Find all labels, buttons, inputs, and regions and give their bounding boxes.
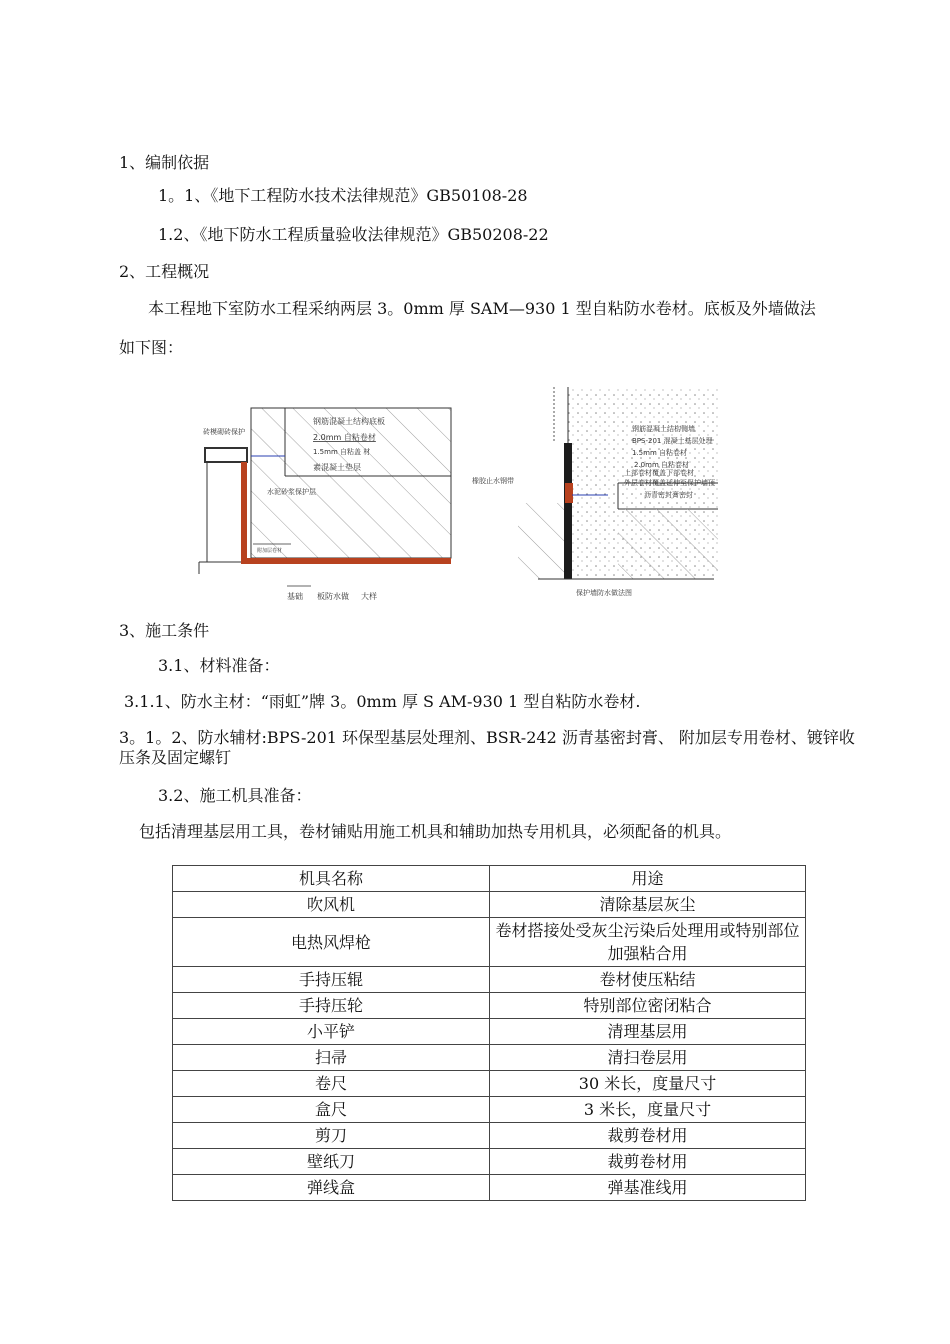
- label-protection-wall: 保护墙防水做法图: [576, 589, 632, 597]
- overview-paragraph-line2: 如下图：: [119, 338, 184, 357]
- label-waterstop: 橡胶止水钢带: [472, 477, 514, 485]
- tool-name: 剪刀: [173, 1123, 490, 1149]
- tool-usage: 弹基准线用: [490, 1175, 806, 1201]
- table-row: [173, 1045, 806, 1071]
- heading-conditions: 3、施工条件: [119, 621, 210, 640]
- label-concrete-bed: 素混凝土垫层: [313, 463, 361, 472]
- label-mortar-layer: 水泥砂浆保护层: [267, 488, 316, 496]
- label-base-treatment: BPS-201 混凝土基层处理: [632, 437, 713, 445]
- auxiliary-material: 3。1。2、防水辅材:BPS-201 环保型基层处理剂、BSR-242 沥青基密封膏、 附加层专用卷材、镀锌收压条及固定螺钉: [119, 728, 855, 767]
- label-detail: 大样: [361, 592, 377, 601]
- label-slab-waterproof: 板防水做: [317, 592, 349, 601]
- label-sealant: 沥青密封膏密封: [644, 491, 693, 499]
- table-row: [173, 1175, 806, 1201]
- table-row: [173, 967, 806, 993]
- main-material: 3.1.1、防水主材：“雨虹”牌 3。0mm 厚 S AM-930 1 型自粘防水卷材.: [124, 692, 641, 711]
- tool-usage: 3 米长，度量尺寸: [490, 1097, 806, 1123]
- table-row: [173, 1097, 806, 1123]
- label-outer-layer: 外层卷材覆盖延伸至保护墙顶: [624, 479, 715, 487]
- basis-item-2: 1.2、《地下防水工程质量验收法律规范》GB50208-22: [158, 225, 549, 244]
- tool-usage: 卷材搭接处受灰尘污染后处理用或特别部位加强粘合用: [490, 918, 806, 967]
- heading-overview: 2、工程概况: [119, 262, 210, 281]
- wall-membrane: [564, 443, 572, 579]
- tool-name: 小平铲: [173, 1019, 490, 1045]
- table-row: [173, 1149, 806, 1175]
- label-membrane-2mm: 2.0mm 自粘卷材: [313, 433, 376, 442]
- table-row: [173, 1071, 806, 1097]
- heading-basis: 1、编制依据: [119, 153, 210, 172]
- tool-name: 卷尺: [173, 1071, 490, 1097]
- header-usage: 用途: [490, 866, 806, 892]
- materials-heading: 3.1、材料准备：: [158, 656, 280, 675]
- label-foundation: 基础: [287, 592, 303, 601]
- tool-name: 电热风焊枪: [173, 918, 490, 967]
- tool-name: 壁纸刀: [173, 1149, 490, 1175]
- overview-paragraph-line1: 本工程地下室防水工程采纳两层 3。0mm 厚 SAM—930 1 型自粘防水卷材。底板及外墙做法: [148, 299, 816, 318]
- label-additional-layer: 附加层卷材: [257, 548, 283, 554]
- tools-table: [172, 865, 806, 1201]
- tool-name: 手持压轮: [173, 993, 490, 1019]
- side-wall-detail-figure: [468, 383, 728, 603]
- basis-item-1: 1。1、《地下工程防水技术法律规范》GB50108-28: [158, 186, 528, 205]
- tool-usage: 裁剪卷材用: [490, 1149, 806, 1175]
- tool-usage: 30 米长，度量尺寸: [490, 1071, 806, 1097]
- table-row: [173, 892, 806, 918]
- table-header-row: [173, 866, 806, 892]
- slab-hatch: [251, 408, 451, 558]
- tool-usage: 裁剪卷材用: [490, 1123, 806, 1149]
- label-membrane-2mm-r: 2.0mm 自粘卷材: [634, 461, 689, 469]
- label-overlap: 上部卷材覆盖下部卷材: [624, 469, 694, 477]
- header-tool-name: 机具名称: [173, 866, 490, 892]
- label-slab: 钢筋混凝土结构底板: [313, 417, 385, 426]
- table-row: [173, 1123, 806, 1149]
- tool-usage: 卷材使压粘结: [490, 967, 806, 993]
- label-structure-wall: 钢筋混凝土结构侧墙: [632, 425, 695, 433]
- tool-usage: 清除基层灰尘: [490, 892, 806, 918]
- tool-name: 盒尺: [173, 1097, 490, 1123]
- tool-usage: 清扫卷层用: [490, 1045, 806, 1071]
- tool-name: 手持压辊: [173, 967, 490, 993]
- table-row: [173, 1019, 806, 1045]
- tool-name: 扫帚: [173, 1045, 490, 1071]
- tool-usage: 清理基层用: [490, 1019, 806, 1045]
- tool-usage: 特别部位密闭粘合: [490, 993, 806, 1019]
- label-membrane-15mm: 1.5mm 自粘盖 材: [313, 448, 371, 456]
- tools-heading: 3.2、施工机具准备：: [158, 786, 312, 805]
- label-membrane-15mm-r: 1.5mm 自粘卷材: [632, 449, 687, 457]
- tools-paragraph: 包括清理基层用工具，卷材铺贴用施工机具和辅助加热专用机具，必须配备的机具。: [139, 822, 732, 841]
- table-row: [173, 918, 806, 967]
- label-brick-protection: 砖模砌砖保护: [203, 428, 245, 436]
- floor-slab-detail-figure: [195, 404, 455, 604]
- tool-name: 弹线盒: [173, 1175, 490, 1201]
- table-row: [173, 993, 806, 1019]
- brick-wall: [207, 462, 243, 562]
- tool-name: 吹风机: [173, 892, 490, 918]
